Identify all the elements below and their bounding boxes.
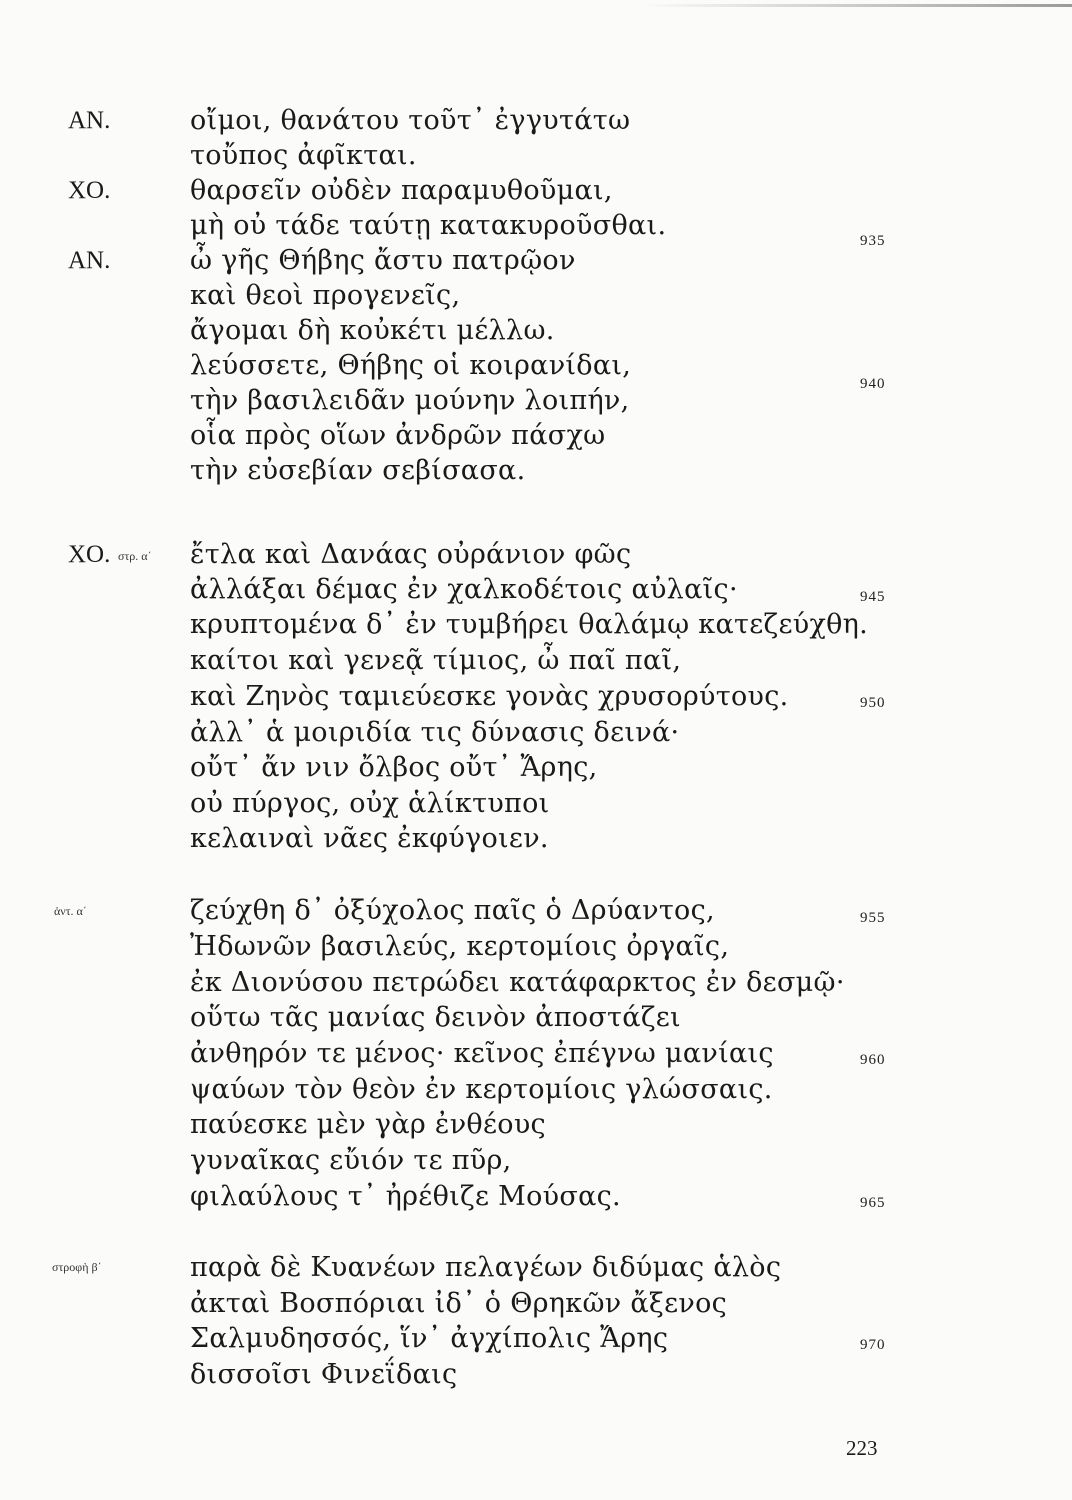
verse-line: Σαλμυδησσός, ἵν᾽ ἀγχίπολις Ἄρης <box>190 1323 669 1354</box>
strophe-marker: στροφὴ β΄ <box>52 1260 102 1274</box>
verse-line: καὶ Ζηνὸς ταμιεύεσκε γονὰς χρυσορύτους. <box>190 681 789 712</box>
verse-line: οἷα πρὸς οἵων ἀνδρῶν πάσχω <box>190 420 606 451</box>
verse-line: Ἠδωνῶν βασιλεύς, κερτομίοις ὀργαῖς, <box>190 931 730 962</box>
speaker-label-chorus: ΧΟ. <box>68 541 111 568</box>
verse-line: θαρσεῖν οὐδὲν παραμυθοῦμαι, <box>190 175 613 206</box>
line-number: 940 <box>860 376 886 392</box>
verse-line: παρὰ δὲ Κυανέων πελαγέων διδύμας ἁλὸς <box>190 1252 782 1283</box>
verse-line: παύεσκε μὲν γὰρ ἐνθέους <box>190 1109 546 1140</box>
line-number: 965 <box>860 1195 886 1211</box>
verse-line: ἔτλα καὶ Δανάας οὐράνιον φῶς <box>190 539 632 570</box>
line-number: 945 <box>860 589 886 605</box>
verse-line: οὕτω τᾶς μανίας δεινὸν ἀποστάζει <box>190 1002 681 1033</box>
verse-line: φιλαύλους τ᾽ ἠρέθιζε Μούσας. <box>190 1181 621 1212</box>
verse-line: οἴμοι, θανάτου τοῦτ᾽ ἐγγυτάτω <box>190 105 631 136</box>
verse-line: οὐ πύργος, οὐχ ἁλίκτυποι <box>190 788 550 819</box>
verse-line: καίτοι καὶ γενεᾷ τίμιος, ὦ παῖ παῖ, <box>190 645 682 676</box>
verse-line: οὔτ᾽ ἄν νιν ὄλβος οὔτ᾽ Ἄρης, <box>190 752 598 783</box>
verse-line: ψαύων τὸν θεὸν ἐν κερτομίοις γλώσσαις. <box>190 1074 773 1105</box>
strophe-marker: στρ. α΄ <box>118 549 152 563</box>
verse-line: γυναῖκας εὔιόν τε πῦρ, <box>190 1145 512 1176</box>
speaker-label-chorus: ΧΟ. <box>68 177 111 204</box>
verse-line: λεύσσετε, Θήβης οἱ κοιρανίδαι, <box>190 350 632 381</box>
verse-line: ἀλλάξαι δέμας ἐν χαλκοδέτοις αὐλαῖς· <box>190 574 738 605</box>
top-edge-rule <box>640 4 1072 7</box>
verse-line: τοὔπος ἀφῖκται. <box>190 140 417 171</box>
verse-line: ἀλλ᾽ ἁ μοιριδία τις δύνασις δεινά· <box>190 717 680 748</box>
verse-line: ἀνθηρόν τε μένος· κεῖνος ἐπέγνω μανίαις <box>190 1038 774 1069</box>
verse-line: ἐκ Διονύσου πετρώδει κατάφαρκτος ἐν δεσμῷ· <box>190 967 845 998</box>
speaker-label-antigone: ΑΝ. <box>68 247 111 274</box>
verse-line: ἀκταὶ Βοσπόριαι ἰδ᾽ ὁ Θρηκῶν ἄξενος <box>190 1288 728 1319</box>
line-number: 935 <box>860 233 886 249</box>
verse-line: κρυπτομένα δ᾽ ἐν τυμβήρει θαλάμῳ κατεζεύχθη. <box>190 609 869 640</box>
verse-line: τὴν βασιλειδᾶν μούνην λοιπήν, <box>190 385 630 416</box>
line-number: 955 <box>860 910 886 926</box>
verse-line: ὦ γῆς Θήβης ἄστυ πατρῷον <box>190 245 576 276</box>
verse-line: δισσοῖσι Φινεΐδαις <box>190 1359 458 1390</box>
antistrophe-marker: ἀντ. α΄ <box>54 904 87 918</box>
line-number: 950 <box>860 695 886 711</box>
line-number: 960 <box>860 1052 886 1068</box>
verse-line: τὴν εὐσεβίαν σεβίσασα. <box>190 455 526 486</box>
verse-line: ζεύχθη δ᾽ ὀξύχολος παῖς ὁ Δρύαντος, <box>190 895 715 926</box>
verse-line: κελαιναὶ νᾶες ἐκφύγοιεν. <box>190 823 549 854</box>
speaker-label-antigone: ΑΝ. <box>68 107 111 134</box>
verse-line: μὴ οὐ τάδε ταύτῃ κατακυροῦσθαι. <box>190 210 667 241</box>
verse-line: ἄγομαι δὴ κοὐκέτι μέλλω. <box>190 315 555 346</box>
verse-line: καὶ θεοὶ προγενεῖς, <box>190 280 461 311</box>
line-number: 970 <box>860 1337 886 1353</box>
page-number: 223 <box>846 1436 878 1460</box>
